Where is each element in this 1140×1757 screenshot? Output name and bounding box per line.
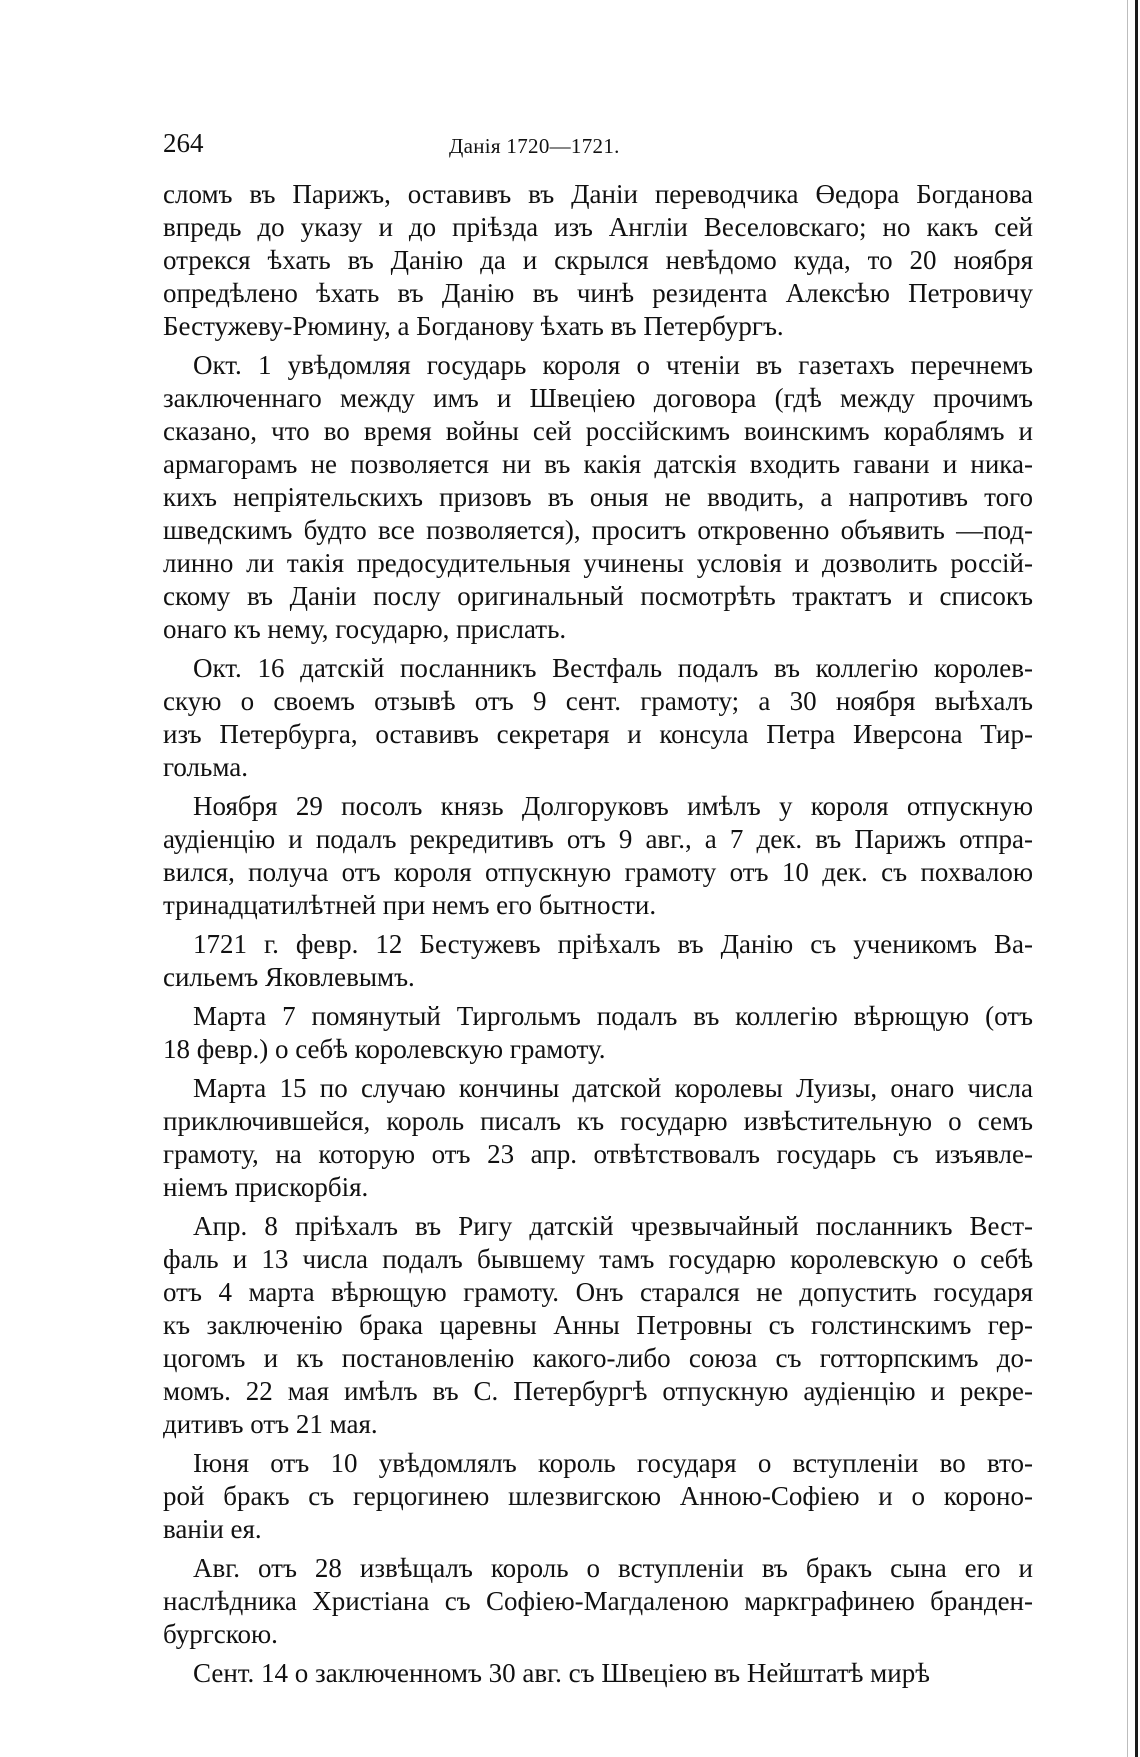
text-line: заключеннаго между имъ и Швеціею договора (гдѣ между прочимъ: [163, 383, 1033, 413]
text-line: линно ли такія предосудительныя учинены условія и дозволить россій-: [163, 548, 1033, 578]
text-line: онаго къ нему, государю, прислать.: [163, 614, 567, 644]
text-line: шведскимъ будто все позволяется), проситъ откровенно объявить —под-: [163, 515, 1033, 545]
page-edge-shadow: [1135, 0, 1138, 1757]
text-line: Ноября 29 посолъ князь Долгоруковъ имѣлъ у короля отпускную: [193, 791, 1033, 821]
text-line: цогомъ и къ постановленію какого-либо союза съ готторпскимъ до-: [163, 1343, 1033, 1373]
text-line: Окт. 1 увѣдомляя государь короля о чтеніи въ газетахъ перечнемъ: [193, 350, 1033, 380]
text-line: дитивъ отъ 21 мая.: [163, 1409, 378, 1439]
paragraph: [163, 178, 1033, 343]
text-line: Іюня отъ 10 увѣдомлялъ король государя о вступленіи во вто-: [193, 1448, 1033, 1478]
text-line: гольма.: [163, 752, 248, 782]
text-line: грамоту, на которую отъ 23 апр. отвѣтствовалъ государь съ изъявле-: [163, 1139, 1033, 1169]
text-line: рой бракъ съ герцогинею шлезвигскою Анною-Софіею и о короно-: [163, 1481, 1033, 1511]
text-line: сломъ въ Парижъ, оставивъ въ Даніи переводчика Өедора Богданова: [163, 179, 1033, 209]
text-line: вился, получа отъ короля отпускную грамоту отъ 10 дек. съ похвалою: [163, 857, 1033, 887]
text-line: фаль и 13 числа подалъ бывшему тамъ государю королевскую о себѣ: [163, 1244, 1033, 1274]
text-line: Марта 15 по случаю кончины датской королевы Луизы, онаго числа: [193, 1073, 1033, 1103]
paragraph: [163, 928, 1033, 994]
text-line: приключившейся, король писалъ къ государю извѣстительную о семъ: [163, 1106, 1033, 1136]
text-line: сказано, что во время войны сей россійскимъ воинскимъ кораблямъ и: [163, 416, 1033, 446]
text-line: тринадцатилѣтней при немъ его бытности.: [163, 890, 657, 920]
paragraph: [163, 652, 1033, 784]
paragraph: [163, 1447, 1033, 1546]
page-edge-line: [1127, 0, 1128, 1757]
text-line: Апр. 8 пріѣхалъ въ Ригу датскій чрезвычайный посланникъ Вест-: [193, 1211, 1033, 1241]
paragraph: [163, 1657, 1033, 1690]
text-line: скую о своемъ отзывѣ отъ 9 сент. грамоту; а 30 ноября выѣхалъ: [163, 686, 1033, 716]
running-title: Данія 1720—1721.: [449, 134, 620, 158]
text-line: бургскою.: [163, 1619, 278, 1649]
text-line: скому въ Даніи послу оригинальный посмотрѣть трактатъ и списокъ: [163, 581, 1033, 611]
text-line: сильемъ Яковлевымъ.: [163, 962, 415, 992]
text-line: отрекся ѣхать въ Данію да и скрылся невѣдомо куда, то 20 ноября: [163, 245, 1033, 275]
text-line: Авг. отъ 28 извѣщалъ король о вступленіи въ бракъ сына его и: [193, 1553, 1033, 1583]
page-header: [163, 128, 1033, 162]
text-line: Окт. 16 датскій посланникъ Вестфаль подалъ въ коллегію королев-: [193, 653, 1033, 683]
text-line: момъ. 22 мая имѣлъ въ С. Петербургѣ отпускную аудіенцію и рекре-: [163, 1376, 1033, 1406]
paragraph: [163, 349, 1033, 646]
text-line: къ заключенію брака царевны Анны Петровны съ голстинскимъ гер-: [163, 1310, 1033, 1340]
paragraph: [163, 1552, 1033, 1651]
text-line: Марта 7 помянутый Тиргольмъ подалъ въ коллегію вѣрющую (отъ: [193, 1001, 1033, 1031]
text-line: аудіенцію и подалъ рекредитивъ отъ 9 авг., а 7 дек. въ Парижъ отпра-: [163, 824, 1033, 854]
text-line: 1721 г. февр. 12 Бестужевъ пріѣхалъ въ Данію съ ученикомъ Ва-: [193, 929, 1033, 959]
page-number: 264: [163, 128, 204, 158]
paragraph: [163, 1072, 1033, 1204]
text-line: 18 февр.) о себѣ королевскую грамоту.: [163, 1034, 606, 1064]
text-line: опредѣлено ѣхать въ Данію въ чинѣ резидента Алексѣю Петровичу: [163, 278, 1033, 308]
page-body-text: [163, 178, 1033, 1696]
text-line: армагорамъ не позволяется ни въ какія датскія входить гавани и ника-: [163, 449, 1033, 479]
text-line: Сент. 14 о заключенномъ 30 авг. съ Швеціею въ Нейштатѣ мирѣ: [193, 1658, 930, 1688]
text-line: ваніи ея.: [163, 1514, 262, 1544]
text-line: впредь до указу и до пріѣзда изъ Англіи Веселовскаго; но какъ сей: [163, 212, 1033, 242]
text-line: наслѣдника Христіана съ Софіею-Магдаленою маркграфинею бранден-: [163, 1586, 1033, 1616]
text-line: ніемъ прискорбія.: [163, 1172, 369, 1202]
text-line: изъ Петербурга, оставивъ секретаря и консула Петра Иверсона Тир-: [163, 719, 1033, 749]
paragraph: [163, 1000, 1033, 1066]
paragraph: [163, 790, 1033, 922]
text-line: кихъ непріятельскихъ призовъ въ оныя не вводить, а напротивъ того: [163, 482, 1033, 512]
text-line: Бестужеву-Рюмину, а Богданову ѣхать въ Петербургъ.: [163, 311, 784, 341]
text-line: отъ 4 марта вѣрющую грамоту. Онъ старался не допустить государя: [163, 1277, 1033, 1307]
paragraph: [163, 1210, 1033, 1441]
